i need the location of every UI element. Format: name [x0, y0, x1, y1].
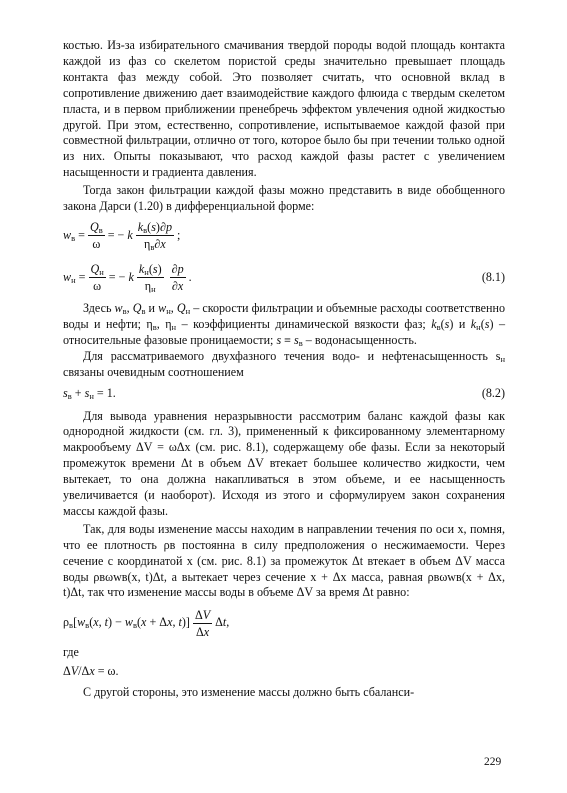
page-number: 229 [484, 756, 502, 768]
paragraph-2: Тогда закон фильтрации каждой фазы можно представить в виде обобщенного закона Дарси (1.20) в дифференциальной форме: [63, 183, 505, 214]
where-label: где [63, 645, 79, 660]
equation-8-2 [63, 381, 505, 407]
equation-mass-change: $\rho_в[w_в(x$, $t) - w_в(x + \Delta x$, t)] $\frac{\Delta V}{\Delta x}$ Δt, [63, 607, 230, 639]
paragraph-last: С другой стороны, это изменение массы должно быть сбаланси- [83, 685, 415, 700]
equation-volume-ratio: ΔV/Δx = ω. [63, 664, 119, 679]
paragraph-4: Для рассматриваемого двухфазного течения водо- и нефтенасыщенность $s_н$ связаны очевидным соотношением [63, 348, 505, 379]
equation-number-8-2: (8.2) [481, 385, 505, 400]
paragraph-6: Так, для воды изменение массы находим в направлении течения по оси x, помня, что ее плотность ρв постоянна в силу предположения о несжимаемости. Через сечение с координатой x (см. рис. 8.1) за промежуток Δt втекает в объем ΔV масса воды ρвωwв(x, t)Δt, а вытекает через сечение x + Δx масса, равная ρвωwв(x + Δx, t)Δt, так что изменение массы воды в объеме ΔV за время Δt равно: [63, 521, 505, 600]
equation-8-1 [63, 215, 505, 299]
page-content [63, 38, 505, 701]
equation-saturation-sum: $s_в + s_н = 1$. [63, 385, 116, 401]
paragraph-3: Здесь $w_в$, $Q_в$ и $w_н$, $Q_н$ – скорости фильтрации и объемные расходы соответственно воды и нефти; $\eta_в$, $\eta_н$ – коэффициенты динамической вязкости фаз; $k_в(s)$ и $k_н(s)$ – относительные фазовые проницаемости; $s \equiv s_в$ – водонасыщенность. [63, 300, 506, 348]
paragraph-5: Для вывода уравнения неразрывности рассмотрим баланс каждой фазы как однородной жидкости (см. гл. 3), примененный к фиксированному элементарному макрообъему ΔV = ωΔx (см. рис. 8.1), содержащему обе фазы. Если за некоторый промежуток времени Δt в объем ΔV втекает большее количество жидкости, чем вытекает, то она должна накапливаться в этом объеме, и ее насыщенность увеличивается (и наоборот). Исходя из этого и сформулируем закон сохранения массы каждой фазы. [63, 408, 505, 518]
equation-oil-velocity: $w_н$ = $\frac{Q_н}{\omega}$ = − k $\frac{k_н(s)}{\eta_н}$ $\frac{\partial p}{\partial x}$ . (8.1) [63, 262, 505, 295]
equation-number-8-1: (8.1) [481, 270, 505, 285]
equation-water-velocity: $w_в$ = $\frac{Q_в}{\omega}$ = − k $\frac{k_в(s)\partial p}{\eta_в\partial x}$ ; [63, 220, 181, 253]
paragraph-1: костью. Из-за избирательного смачивания твердой породы водой площадь контакта каждой из фаз со скелетом пористой среды значительно превышает площадь контакта фаз между собой. Это позволяет считать, что основной вклад в сопротивление движению дает взаимодействие каждого флюида с твердым скелетом пласта, и в первом приближении пренебречь эффектом увлечения одной жидкостью другой. При этом, естественно, сопротивление, испытываемое каждой фазой при совместной фильтрации, отлично от того, которое было бы при течении только одной из них. Опыты показывают, что расход каждой фазы растет с увеличением насыщенности и градиента давления. [63, 38, 505, 180]
